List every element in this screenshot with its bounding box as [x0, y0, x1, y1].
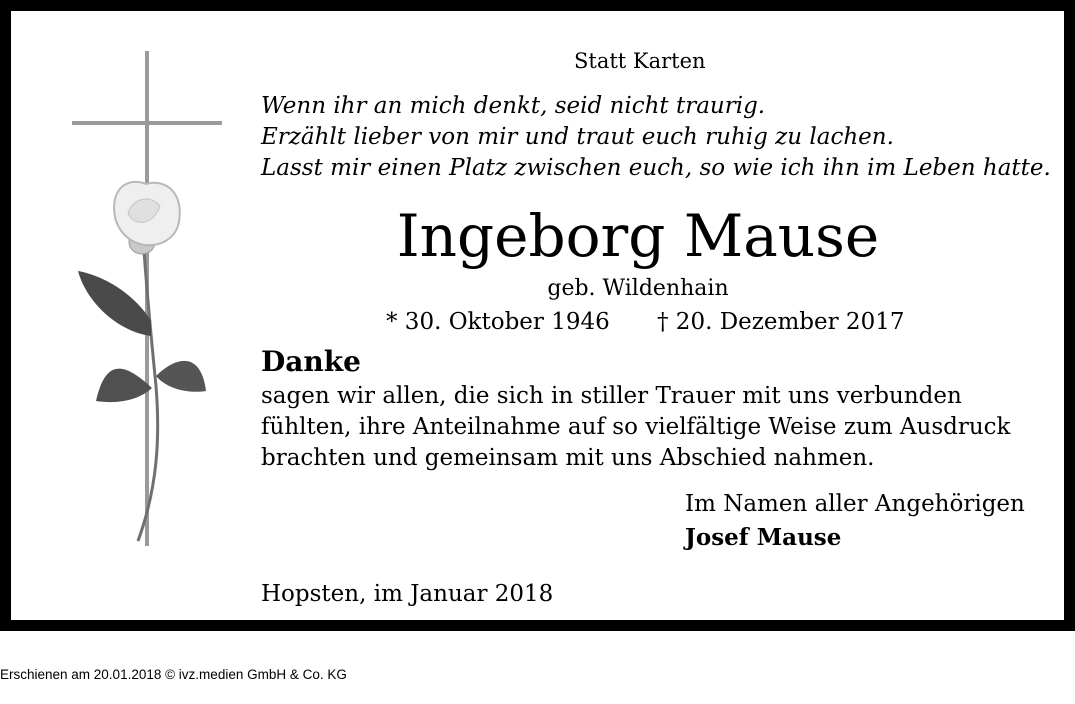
cross-and-rose-artwork [66, 46, 231, 556]
thanks-line: sagen wir allen, die sich in stiller Trauer mit uns verbunden [261, 383, 962, 409]
maiden-name: geb. Wildenhain [547, 276, 729, 301]
notice-header: Statt Karten [574, 49, 706, 73]
death-date: † 20. Dezember 2017 [657, 309, 905, 335]
place-and-date: Hopsten, im Januar 2018 [261, 581, 554, 607]
signoff-label: Im Namen aller Angehörigen [685, 491, 1025, 517]
thanks-heading: Danke [261, 345, 361, 378]
publication-footer: Erschienen am 20.01.2018 © ivz.medien GmbH & Co. KG [0, 667, 347, 682]
thanks-line: brachten und gemeinsam mit uns Abschied nahmen. [261, 445, 875, 471]
poem-line: Erzählt lieber von mir und traut euch ruhig zu lachen. [261, 124, 894, 150]
deceased-name: Ingeborg Mause [396, 202, 880, 270]
signoff-name: Josef Mause [685, 524, 842, 551]
poem-line: Wenn ihr an mich denkt, seid nicht traurig. [261, 93, 766, 119]
thanks-paragraph [261, 381, 1010, 474]
thanks-line: fühlten, ihre Anteilnahme auf so vielfältige Weise zum Ausdruck [261, 414, 1011, 440]
poem-line: Lasst mir einen Platz zwischen euch, so wie ich ihn im Leben hatte. [261, 155, 1051, 181]
memorial-poem [261, 91, 1051, 184]
birth-date: * 30. Oktober 1946 [386, 309, 610, 335]
rose-icon [78, 182, 206, 541]
